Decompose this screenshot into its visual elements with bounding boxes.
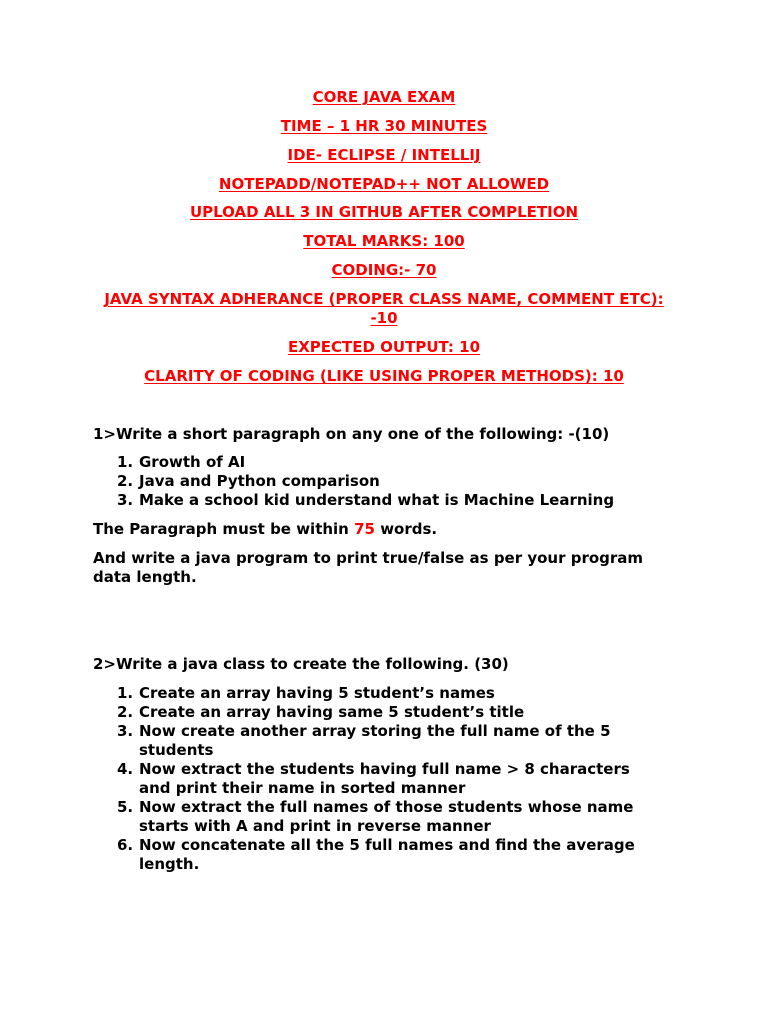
list-item: 4. Now extract the students having full name > 8 characters and print their name in sorted manner bbox=[117, 760, 630, 797]
expected-output-line: EXPECTED OUTPUT: 10 bbox=[287, 338, 481, 356]
ide-line: IDE- ECLIPSE / INTELLIJ bbox=[287, 146, 481, 164]
question-1-options bbox=[93, 453, 653, 510]
list-item: 6. Now concatenate all the 5 full names and find the average length. bbox=[117, 836, 635, 873]
syntax-marks-line: JAVA SYNTAX ADHERANCE (PROPER CLASS NAME, COMMENT ETC): -10 bbox=[104, 290, 664, 327]
clarity-line: CLARITY OF CODING (LIKE USING PROPER METHODS): 10 bbox=[144, 367, 624, 385]
word-limit-value: 75 bbox=[354, 520, 375, 538]
list-item: 3. Now create another array storing the full name of the 5 students bbox=[117, 722, 611, 759]
program-instruction: And write a java program to print true/false as per your program data length. bbox=[93, 549, 644, 586]
time-line: TIME – 1 HR 30 MINUTES bbox=[280, 117, 488, 135]
list-item: 5. Now extract the full names of those students whose name starts with A and print in reverse manner bbox=[117, 798, 634, 835]
total-marks-line: TOTAL MARKS: 100 bbox=[303, 232, 465, 250]
list-item: 2. Create an array having same 5 student’s title bbox=[117, 703, 525, 721]
upload-line: UPLOAD ALL 3 IN GITHUB AFTER COMPLETION bbox=[189, 203, 578, 221]
coding-marks-line: CODING:- 70 bbox=[331, 261, 437, 279]
list-item: 2. Java and Python comparison bbox=[117, 472, 380, 490]
list-item: 1. Growth of AI bbox=[117, 453, 246, 471]
question-1-title: 1>Write a short paragraph on any one of the following: -(10) bbox=[93, 425, 610, 443]
question-2-title: 2>Write a java class to create the following. (30) bbox=[93, 655, 509, 673]
list-item: 1. Create an array having 5 student’s names bbox=[117, 684, 495, 702]
notepad-line: NOTEPADD/NOTEPAD++ NOT ALLOWED bbox=[218, 175, 550, 193]
word-limit-line: The Paragraph must be within 75 words. bbox=[93, 520, 438, 538]
exam-title: CORE JAVA EXAM bbox=[312, 88, 456, 106]
list-item: 3. Make a school kid understand what is Machine Learning bbox=[117, 491, 615, 509]
question-2-steps bbox=[93, 684, 653, 874]
